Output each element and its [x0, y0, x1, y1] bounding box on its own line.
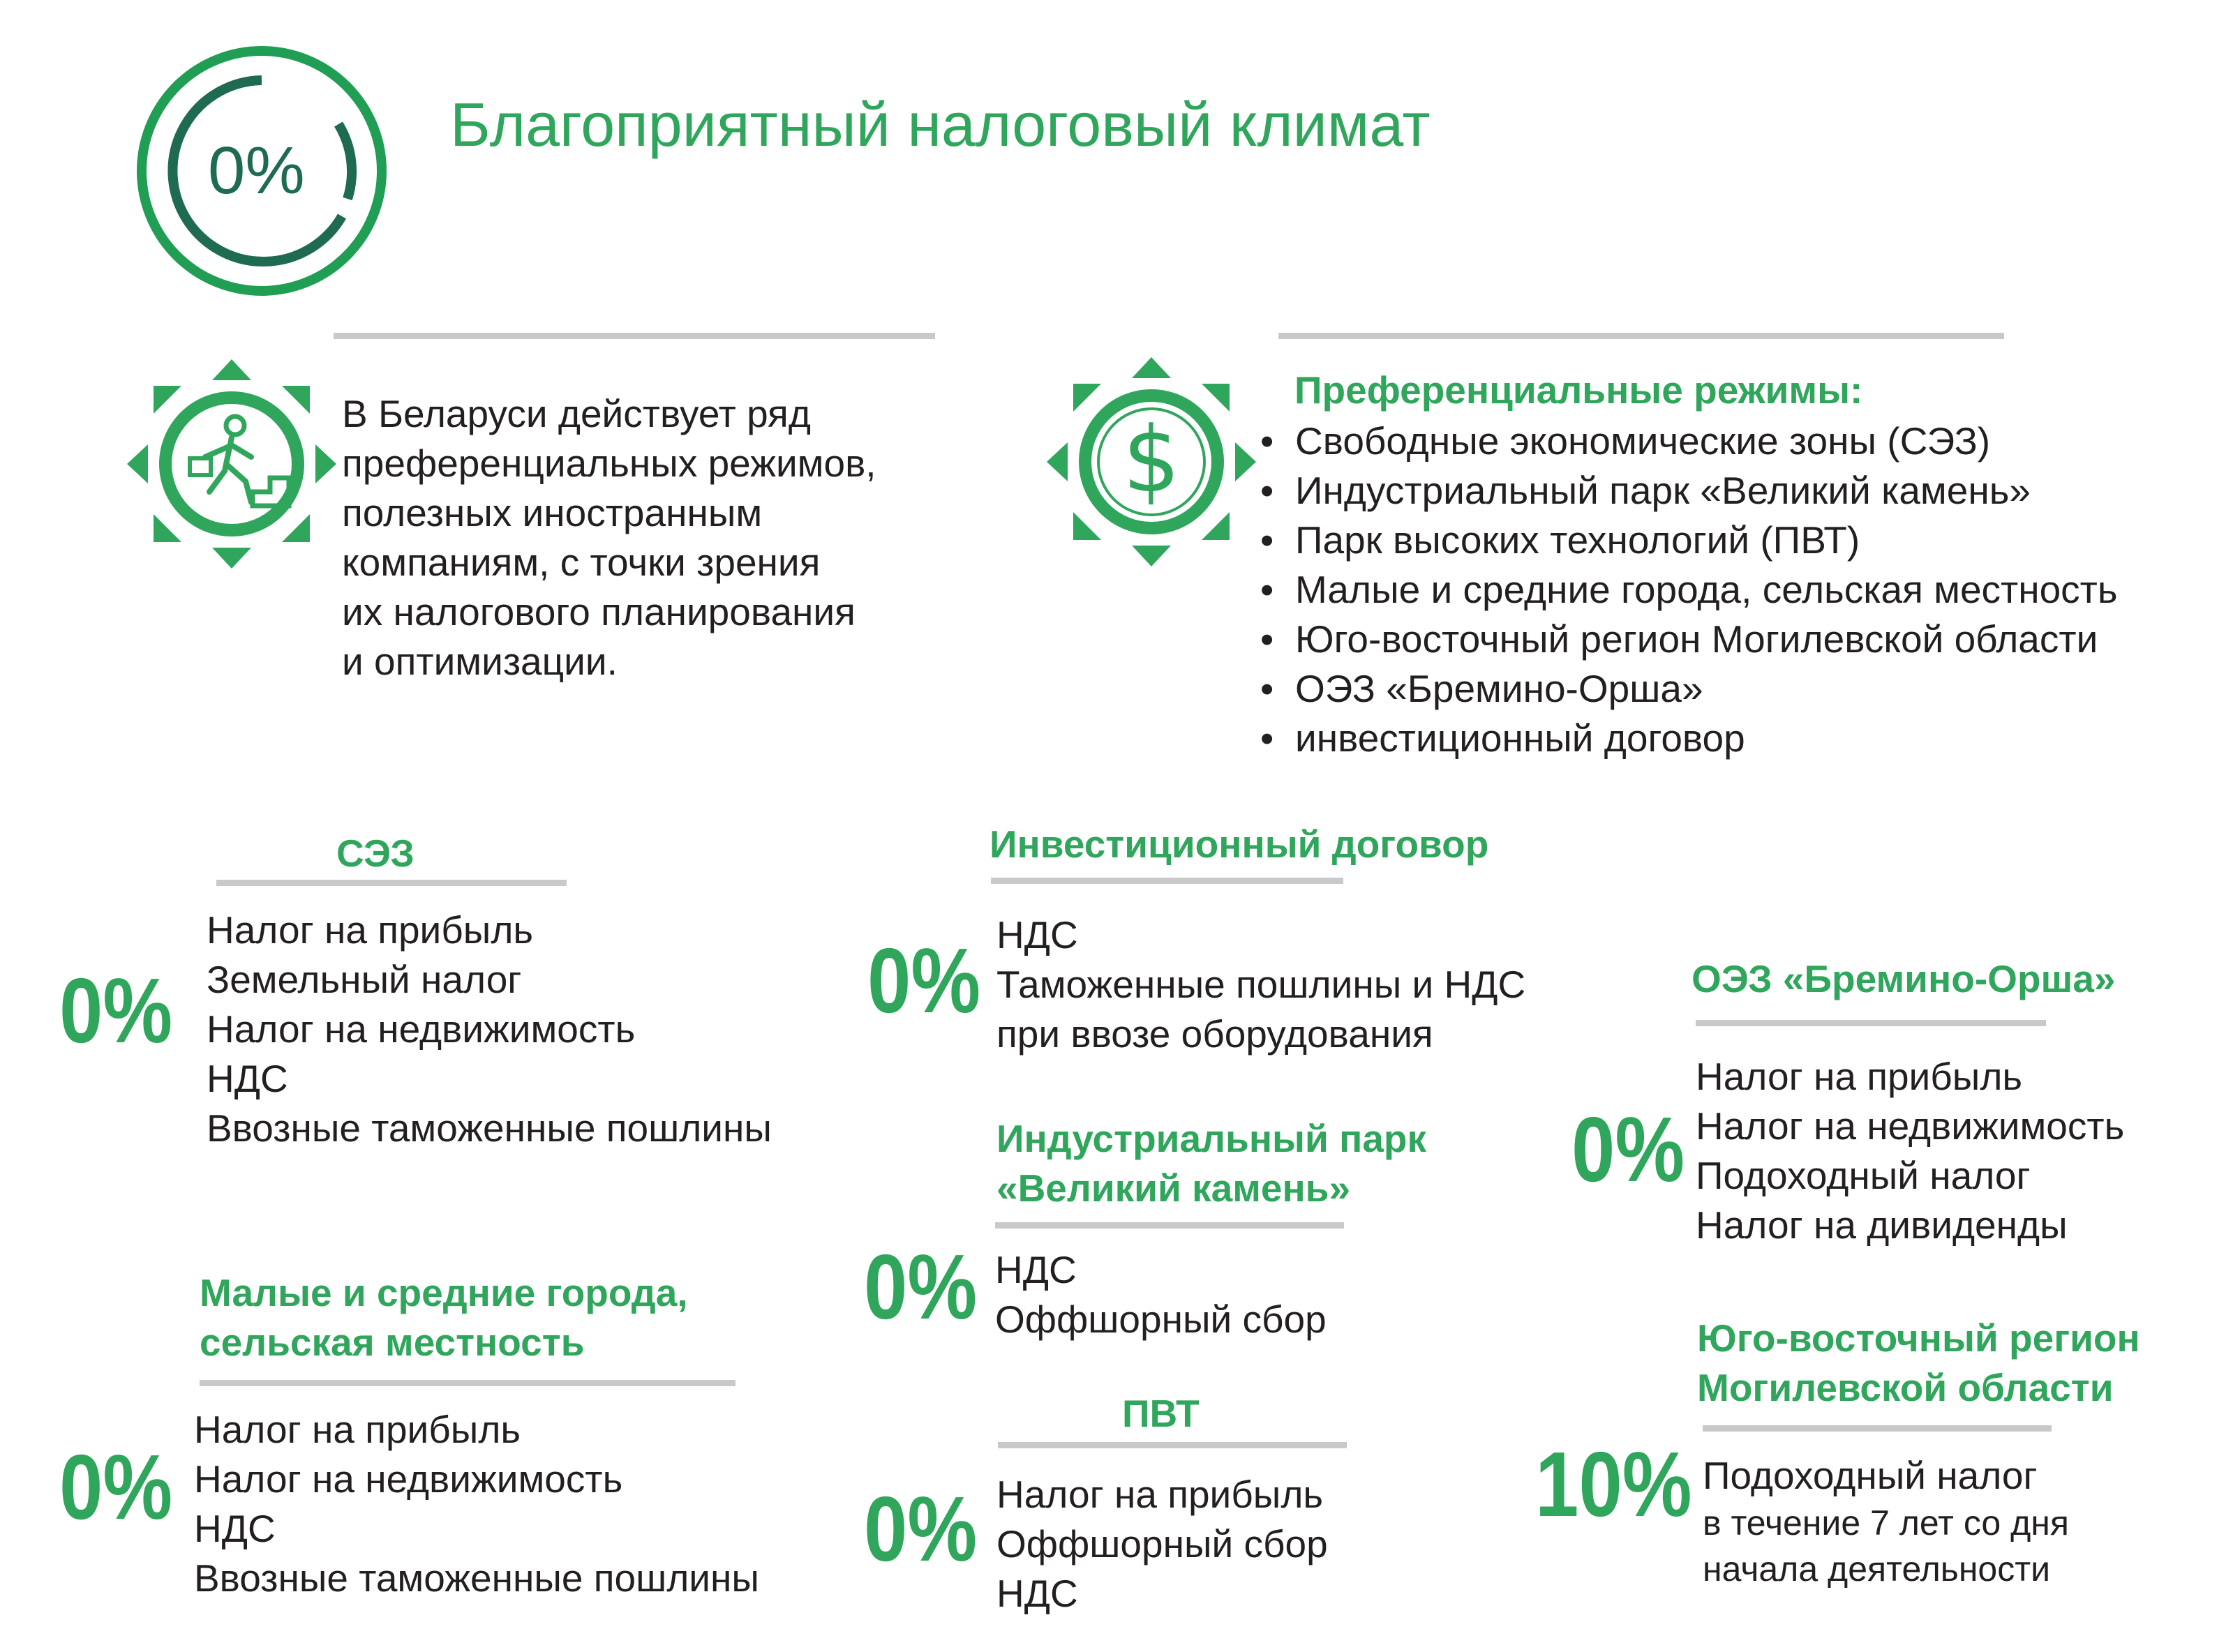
list-item: НДС [996, 1572, 1078, 1615]
industrial-park-title: Индустриальный парк «Великий камень» [996, 1117, 1427, 1210]
list-item: Налог на недвижимость [194, 1457, 623, 1501]
small-towns-rate: 0% [59, 1436, 173, 1538]
sez-title: СЭЗ [336, 832, 415, 875]
bremino-title: ОЭЗ «Бремино-Орша» [1691, 957, 2116, 1000]
list-item: Налог на прибыль [194, 1408, 521, 1451]
intro-line: их налогового планирования [342, 590, 856, 633]
mogilev-title: Юго-восточный регион Могилевской области [1697, 1316, 2140, 1409]
list-item: Налог на прибыль [1696, 1055, 2023, 1098]
list-item: • ОЭЗ «Бремино-Орша» [1260, 667, 1703, 710]
list-item: Ввозные таможенные пошлины [194, 1556, 759, 1600]
preferential-list [1260, 416, 2118, 763]
divider [1703, 1425, 2052, 1432]
list-item: • инвестиционный договор [1260, 716, 1745, 760]
hitech-items [996, 1470, 1328, 1619]
small-towns-title: Малые и средние города, сельская местность [200, 1271, 688, 1364]
divider [991, 878, 1343, 884]
intro-line: полезных иностранным [342, 491, 763, 534]
header-badge-text: 0% [208, 133, 305, 208]
list-item: НДС [996, 913, 1078, 956]
list-item: Оффшорный сбор [995, 1298, 1327, 1341]
list-item: Налог на дивиденды [1696, 1203, 2068, 1247]
list-item: Налог на прибыль [996, 1473, 1324, 1516]
list-item: Налог на недвижимость [1696, 1104, 2125, 1148]
bremino-items [1696, 1052, 2124, 1250]
divider [1278, 333, 2004, 339]
list-item: НДС [207, 1057, 288, 1100]
small-towns-items [194, 1405, 759, 1603]
intro-line: В Беларуси действует ряд [342, 392, 811, 435]
svg-text:$: $ [1122, 407, 1181, 513]
hitech-rate: 0% [864, 1478, 978, 1580]
list-item: Ввозные таможенные пошлины [207, 1106, 772, 1150]
list-item: • Малые и средние города, сельская местность [1260, 568, 2118, 611]
preferential-title: Преференциальные режимы: [1294, 368, 1863, 412]
businessman-stairs-icon [127, 359, 336, 569]
list-item: Налог на прибыль [207, 908, 534, 952]
divider [200, 1380, 735, 1386]
list-item: при ввозе оборудования [996, 1012, 1433, 1056]
mogilev-rate: 10% [1535, 1433, 1692, 1535]
list-item: Подоходный налог [1696, 1154, 2031, 1197]
investment-title: Инвестиционный договор [989, 823, 1489, 866]
list-item: Таможенные пошлины и НДС [996, 963, 1526, 1006]
dollar-sign-icon [1047, 357, 1256, 566]
divider [334, 333, 935, 339]
divider [216, 880, 567, 886]
list-item: • Индустриальный парк «Великий камень» [1260, 469, 2031, 512]
investment-rate: 0% [867, 929, 981, 1032]
bremino-rate: 0% [1571, 1098, 1685, 1201]
sez-rate: 0% [59, 959, 173, 1062]
divider [998, 1442, 1347, 1448]
list-item: Земельный налог [207, 958, 522, 1001]
list-item: НДС [995, 1248, 1077, 1291]
intro-line: компаниям, с точки зрения [342, 541, 821, 584]
industrial-park-rate: 0% [864, 1236, 978, 1338]
list-item: Оффшорный сбор [996, 1522, 1328, 1565]
divider [1696, 1020, 2046, 1026]
sez-items [207, 906, 772, 1153]
mogilev-item: Подоходный налог [1703, 1454, 2038, 1497]
divider [995, 1222, 1344, 1229]
mogilev-notes: в течение 7 лет со дня начала деятельности [1703, 1503, 2069, 1589]
intro-line: преференциальных режимов, [342, 442, 876, 485]
list-item: • Свободные экономические зоны (СЭЗ) [1260, 419, 1991, 463]
list-item: • Юго-восточный регион Могилевской области [1260, 617, 2098, 661]
intro-text [342, 389, 876, 686]
list-item: Налог на недвижимость [207, 1007, 636, 1051]
page-title: Благоприятный налоговый климат [450, 90, 1431, 159]
list-item: НДС [194, 1507, 276, 1550]
investment-items [996, 910, 1525, 1059]
industrial-park-items [995, 1245, 1327, 1344]
hitech-title: ПВТ [1122, 1392, 1200, 1435]
intro-line: и оптимизации. [342, 640, 618, 683]
list-item: • Парк высоких технологий (ПВТ) [1260, 518, 1860, 562]
